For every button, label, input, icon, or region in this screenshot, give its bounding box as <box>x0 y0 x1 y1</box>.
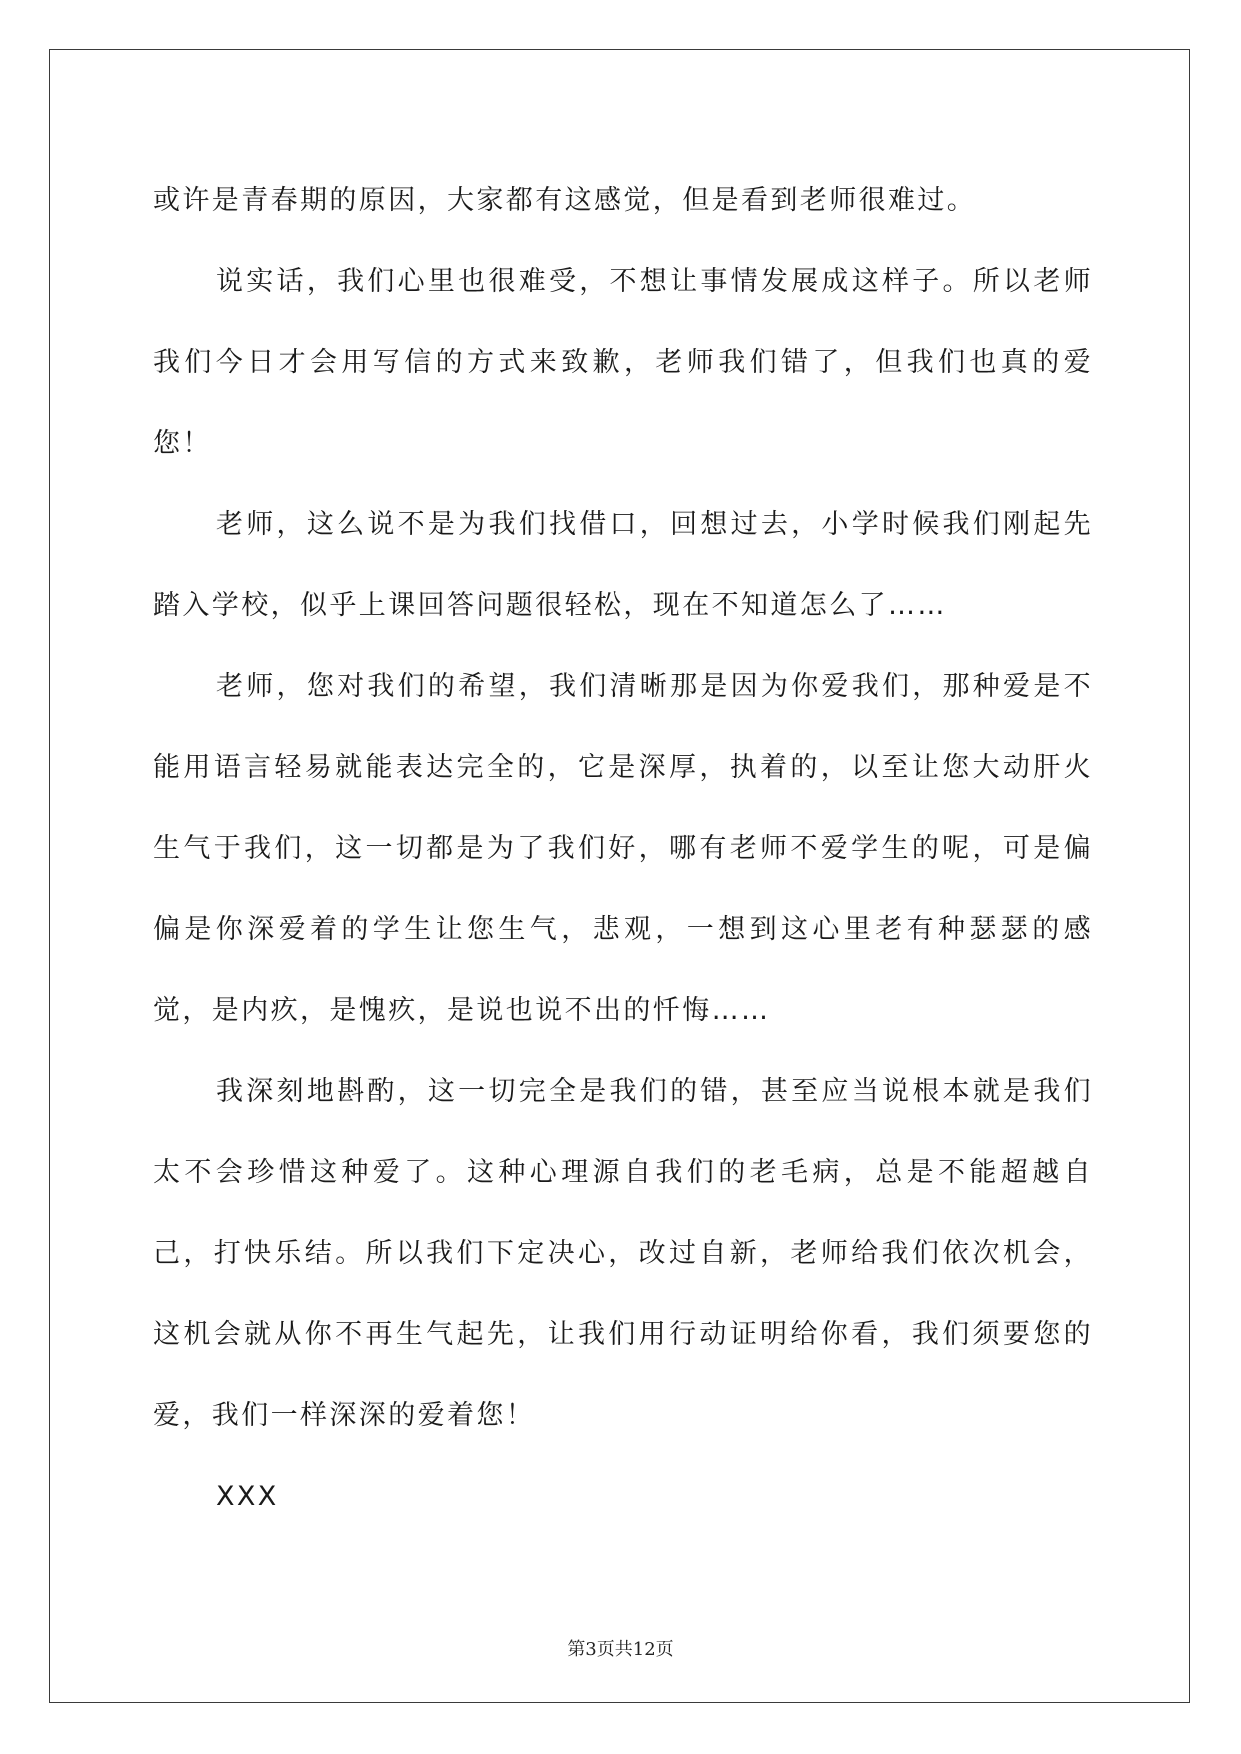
paragraph-recollection: 老师，这么说不是为我们找借口，回想过去，小学时候我们刚起先踏入学校，似乎上课回答问题很轻松，现在不知道怎么了…… <box>153 509 1093 621</box>
paragraph-continuation: 或许是青春期的原因，大家都有这感觉，但是看到老师很难过。 <box>153 185 977 216</box>
page-footer <box>0 1635 1241 1661</box>
paragraph-teacher-hope: 老师，您对我们的希望，我们清晰那是因为你爱我们，那种爱是不能用语言轻易就能表达完全的，它是深厚，执着的，以至让您大动肝火生气于我们，这一切都是为了我们好，哪有老师不爱学生的呢，可是偏偏是你深爱着的学生让您生气，悲观，一想到这心里老有种瑟瑟的感觉，是内疚，是愧疚，是说也说不出的忏悔…… <box>153 671 1093 1026</box>
letter-body <box>153 160 1093 1537</box>
page-number: 第3页 <box>567 1639 615 1660</box>
paragraph-apology: 说实话，我们心里也很难受，不想让事情发展成这样子。所以老师我们今日才会用写信的方式来致歉，老师我们错了，但我们也真的爱您！ <box>153 266 1093 459</box>
page-total: 共12页 <box>614 1639 674 1660</box>
signature: XXX <box>216 1481 279 1512</box>
paragraph-resolution: 我深刻地斟酌，这一切完全是我们的错，甚至应当说根本就是我们太不会珍惜这种爱了。这种心理源自我们的老毛病，总是不能超越自己，打快乐结。所以我们下定决心，改过自新，老师给我们依次机会，这机会就从你不再生气起先，让我们用行动证明给你看，我们须要您的爱，我们一样深深的爱着您！ <box>153 1076 1093 1431</box>
